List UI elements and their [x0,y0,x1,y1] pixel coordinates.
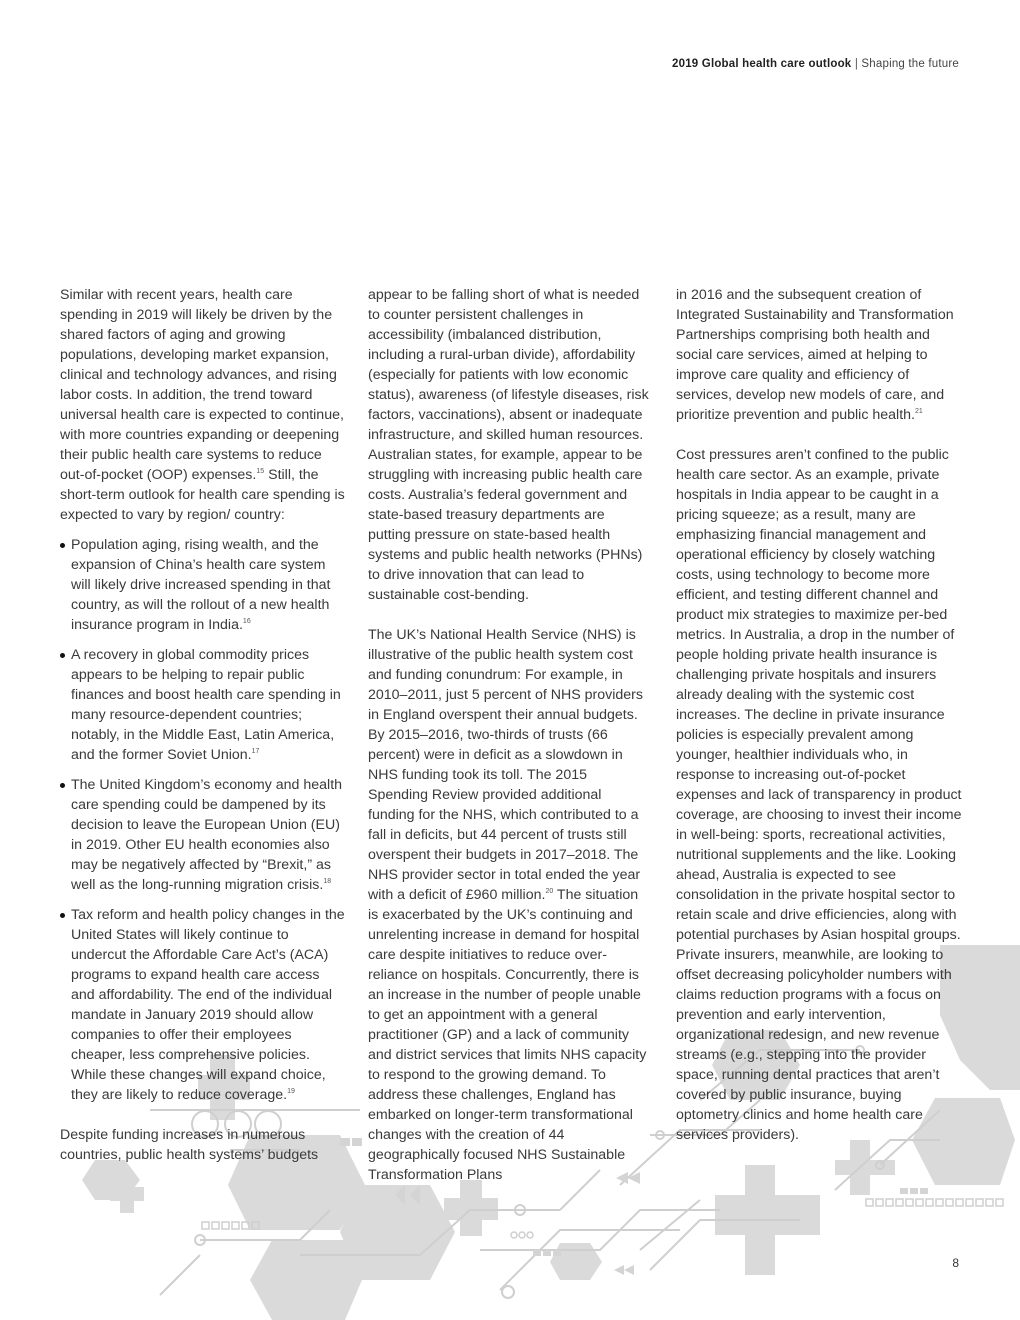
intro-paragraph [60,285,345,525]
footnote-ref: 17 [251,748,260,755]
bullet-item [60,535,345,635]
header-separator: | [854,58,858,70]
text-column-3 [676,285,962,1145]
page-number: 8 [952,1256,959,1270]
footnote-ref: 16 [242,618,251,625]
closing-paragraph: Despite funding increases in numerous countries, public health systems’ budgets [60,1127,319,1163]
nhs-text: The UK’s National Health Service (NHS) is illustrative of the public health system cost and funding conundrum: For example, in 2010–2011, just 5 percent of NHS providers in England overspent their annual budgets. By 2015–2016, two-thirds of trusts (66 percent) were in deficit as a slowdown in NHS funding took its toll. The 2015 Spending Review provided additional funding for the NHS, which contributed to a fall in deficits, but 44 percent of trusts still overspent their budgets in 2017–2018. The NHS provider sector in total ended the year with a deficit of £960 million. [368,627,643,903]
footnote-ref: 21 [914,408,923,415]
bullet-text: The United Kingdom’s economy and health care spending could be dampened by its decision to leave the European Union (EU) in 2019. Other EU health economies also may be negatively affected by “Brexit,” as well as the long-running migration crisis. [71,777,343,893]
page-header [672,58,959,70]
text-column-2 [368,285,650,1185]
bullet-item [60,905,345,1105]
footnote-ref: 15 [256,468,265,475]
intro-continued-text: Still, the short-term outlook for health care spending is expected to vary by region/ country: [60,467,345,523]
partnerships-text: in 2016 and the subsequent creation of Integrated Sustainability and Transformation Partnerships comprising both health and social care services, aimed at helping to improve care quality and efficiency of services, develop new models of care, and prioritize prevention and public health. [676,287,954,423]
footnote-ref: 20 [545,888,554,895]
paragraph-cost-pressures: Cost pressures aren’t confined to the public health care sector. As an example, private hospitals in India appear to be caught in a pricing squeeze; as a result, many are emphasizing financial management and operational efficiency by closely watching costs, using technology to become more efficient, and testing different channel and product mix strategies to maximize per-bed metrics. In Australia, a drop in the number of people holding private health insurance is challenging private hospitals and insurers already dealing with the systemic cost increases. The decline in private insurance policies is especially prevalent among younger, healthier individuals who, in response to increasing out-of-pocket expenses and lack of transparency in product coverage, are choosing to invest their income in well-being: sports, recreational activities, nutritional supplements and the like. Looking ahead, Australia is expected to see consolidation in the private hospital sector to retain scale and drive efficiencies, along with potential purchases by Asian hospital groups. Private insurers, meanwhile, are looking to offset decreasing policyholder numbers with claims reduction programs with a focus on prevention and early intervention, organizational redesign, and new revenue streams (e.g., stepping into the provider space, running dental practices that aren’t covered by public insurance, buying optometry clinics and home health care services providers). [676,447,962,1143]
footnote-ref: 19 [287,1088,295,1095]
paragraph-integrated-partnerships [676,285,962,425]
bullet-text: Population aging, rising wealth, and the expansion of China’s health care system will likely drive increased spending in that country, as will the rollout of a new health insurance program in India. [71,537,331,633]
bullet-text: A recovery in global commodity prices appears to be helping to repair public finances and boost health care spending in many resource-dependent countries; notably, in the Middle East, Latin America, and the former Soviet Union. [71,647,341,763]
paragraph-public-health-shortfall: appear to be falling short of what is needed to counter persistent challenges in accessibility (imbalanced distribution, including a rural-urban divide), affordability (especially for patients with low economic status), awareness (of lifestyle diseases, risk factors, vaccinations), absent or inadequate infrastructure, and skilled human resources. Australian states, for example, appear to be struggling with increasing public health care costs. Australia’s federal government and state-based treasury departments are putting pressure on state-based health systems and public health networks (PHNs) to drive innovation that can lead to sustainable cost-bending. [368,287,649,603]
bullet-text: Tax reform and health policy changes in the United States will likely continue to undercut the Affordable Care Act’s (ACA) programs to expand health care access and affordability. The end of the individual mandate in January 2019 should allow companies to offer their employees cheaper, less comprehensive policies. While these changes will expand choice, they are likely to reduce coverage. [71,907,345,1103]
bullet-item [60,775,345,895]
text-column-1 [60,285,345,1165]
region-bullet-list [60,535,345,1105]
report-title: 2019 Global health care outlook [672,58,852,70]
paragraph-nhs [368,625,650,1185]
bullet-item [60,645,345,765]
nhs-continued-text: The situation is exacerbated by the UK’s continuing and unrelenting increase in demand for hospital care despite initiatives to reduce over-reliance on hospitals. Concurrently, there is an increase in the number of people unable to get an appointment with a general practitioner (GP) and a lack of community and district services that limits NHS capacity to respond to the growing demand. To address these challenges, England has embarked on longer-term transformational changes with the creation of 44 geographically focused NHS Sustainable Transformation Plans [368,887,647,1183]
intro-text: Similar with recent years, health care spending in 2019 will likely be driven by the shared factors of aging and growing populations, developing market expansion, clinical and technology advances, and rising labor costs. In addition, the trend toward universal health care is expected to continue, with more countries expanding or deepening their public health care systems to reduce out-of-pocket (OOP) expenses. [60,287,344,483]
footnote-ref: 18 [323,878,332,885]
report-subtitle: Shaping the future [861,58,959,70]
